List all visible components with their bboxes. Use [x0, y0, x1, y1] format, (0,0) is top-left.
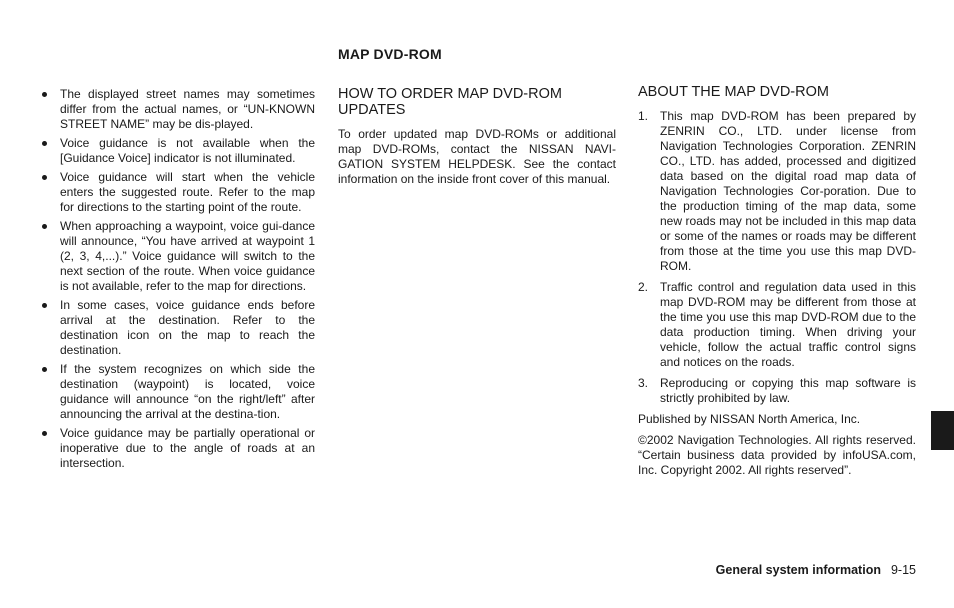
- about-list: [638, 109, 916, 406]
- bullet-icon: [42, 303, 47, 308]
- list-item: When approaching a waypoint, voice gui-dance will announce, “You have arrived at waypoint 1 (2, 3, 4,...).” Voice guidance will switch to the next section of the route. When voice guidance is not available, refer to the map for directions.: [40, 219, 315, 294]
- list-item: [638, 376, 916, 406]
- list-item: If the system recognizes on which side the destination (waypoint) is located, voice guidance will announce “on the right/left” after announcing the arrival at the destina-tion.: [40, 362, 315, 422]
- item-text: Traffic control and regulation data used in this map DVD-ROM may be different from those at the time you use this map DVD-ROM due to the data production timing. When driving your vehicle, follow the actual traffic control signs and notices on the roads.: [660, 280, 916, 369]
- copyright-note: ©2002 Navigation Technologies. All rights reserved. “Certain business data provided by infoUSA.com, Inc. Copyright 2002. All rights reserved”.: [638, 433, 916, 477]
- bullet-icon: [42, 431, 47, 436]
- list-item: Voice guidance is not available when the [Guidance Voice] indicator is not illuminated.: [40, 136, 315, 166]
- order-section: [338, 86, 616, 193]
- list-item: Voice guidance will start when the vehicle enters the suggested route. Refer to the map for directions to the starting point of the route.: [40, 170, 315, 215]
- order-heading: HOW TO ORDER MAP DVD-ROM UPDATES: [338, 86, 562, 118]
- page-number: 9-15: [890, 563, 916, 577]
- order-body: To order updated map DVD-ROMs or additional map DVD-ROMs, contact the NISSAN NAVI-GATION SYSTEM HELPDESK. See the contact information on the inside front cover of this manual.: [338, 127, 616, 186]
- item-text: Reproducing or copying this map software is strictly prohibited by law.: [660, 376, 916, 405]
- bullet-icon: [42, 175, 47, 180]
- bullet-icon: [42, 224, 47, 229]
- publisher-note: Published by NISSAN North America, Inc.: [638, 412, 861, 426]
- about-section: [638, 84, 916, 484]
- left-column: [40, 87, 315, 475]
- list-item: [638, 109, 916, 274]
- page-footer: [716, 563, 916, 577]
- page-title: MAP DVD-ROM: [338, 46, 442, 62]
- item-number: 3.: [638, 376, 649, 390]
- item-number: 1.: [638, 109, 649, 123]
- bullet-icon: [42, 92, 47, 97]
- list-item: [638, 280, 916, 370]
- about-heading: ABOUT THE MAP DVD-ROM: [638, 84, 829, 100]
- bullet-list: [40, 87, 315, 471]
- footer-section-name: General system information: [715, 563, 881, 577]
- bullet-icon: [42, 367, 47, 372]
- list-item: Voice guidance may be partially operational or inoperative due to the angle of roads at an intersection.: [40, 426, 315, 471]
- chapter-tab-marker: [931, 411, 954, 450]
- list-item: The displayed street names may sometimes differ from the actual names, or “UN-KNOWN STREET NAME” may be dis-played.: [40, 87, 315, 132]
- list-item: In some cases, voice guidance ends before arrival at the destination. Refer to the destination icon on the map to reach the destination.: [40, 298, 315, 358]
- item-text: This map DVD-ROM has been prepared by ZENRIN CO., LTD. under license from Navigation Technologies Corporation. ZENRIN CO., LTD. has added, processed and digitized data based on the digital road map data of Navigation Technologies Cor-poration. Due to the production timing of the map data, some new roads may not be included in this map data or some of the names or roads may be different from those at the time you use this map DVD-ROM.: [660, 109, 916, 273]
- item-number: 2.: [638, 280, 649, 294]
- bullet-icon: [42, 141, 47, 146]
